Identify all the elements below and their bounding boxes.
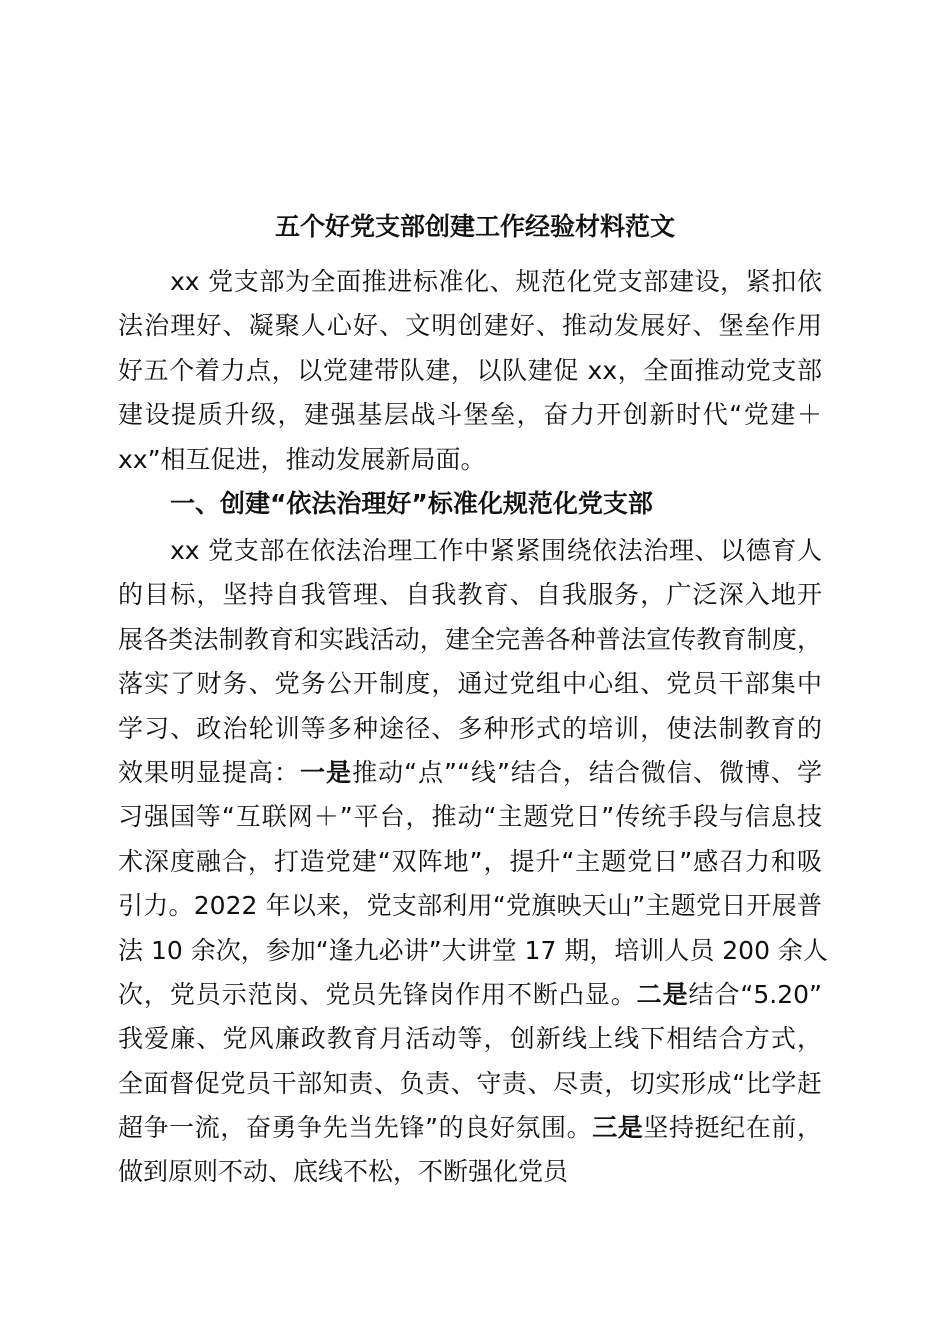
text-segment: 引力。2022 年以来，党支部利用“党旗映天山”主题党日开展普 xyxy=(118,891,822,921)
bold-text: 三是 xyxy=(592,1113,644,1143)
bold-text: 一是 xyxy=(300,757,353,787)
text-segment: 好五个着力点，以党建带队建，以队建促 xx，全面推动党支部 xyxy=(118,355,822,385)
text-segment: 的目标，坚持自我管理、自我教育、自我服务，广泛深入地开 xyxy=(118,580,822,610)
text-segment: 落实了财务、党务公开制度，通过党组中心组、党员干部集中 xyxy=(118,669,822,699)
text-segment: xx 党支部为全面推进标准化、规范化党支部建设，紧扣依 xyxy=(170,267,822,296)
text-segment: 术深度融合，打造党建“双阵地”，提升“主题党日”感召力和吸 xyxy=(118,846,822,876)
text-segment: 超争一流，奋勇争先当先锋”的良好氛围。 xyxy=(118,1113,593,1143)
document-title: 五个好党支部创建工作经验材料范文 xyxy=(274,212,675,241)
text-segment: 建设提质升级，建强基层战斗堡垒，奋力开创新时代“党建＋ xyxy=(118,400,822,430)
text-line xyxy=(118,1106,822,1150)
text-segment: 我爱廉、党风廉政教育月活动等，创新线上线下相结合方式， xyxy=(118,1024,822,1054)
text-segment: 展各类法制教育和实践活动，建全完善各种普法宣传教育制度， xyxy=(118,624,822,654)
text-line xyxy=(118,260,822,304)
paragraph-section-1 xyxy=(118,529,828,1195)
text-line xyxy=(118,438,822,482)
text-line xyxy=(118,393,822,437)
text-line xyxy=(118,973,822,1017)
text-segment: 全面督促党员干部知责、负责、守责、尽责，切实形成“比学赶 xyxy=(118,1068,822,1098)
text-line xyxy=(118,1062,822,1106)
paragraph-intro xyxy=(118,260,822,482)
text-segment: 法治理好、凝聚人心好、文明创建好、推动发展好、堡垒作用 xyxy=(118,311,822,341)
text-line xyxy=(118,1017,822,1061)
text-segment: 结合“5.20” xyxy=(688,979,822,1009)
text-line xyxy=(118,662,822,706)
text-segment: 推动“点”“线”结合，结合微信、微博、学 xyxy=(352,757,822,787)
text-segment: 习强国等“互联网＋”平台，推动“主题党日”传统手段与信息技 xyxy=(118,802,822,832)
text-line xyxy=(118,840,822,884)
text-line xyxy=(118,1150,822,1194)
text-segment: 次，党员示范岗、党员先锋岗作用不断凸显。 xyxy=(118,979,637,1009)
text-line xyxy=(118,751,822,795)
text-line xyxy=(118,929,828,973)
text-segment: 效果明显提高： xyxy=(118,757,301,787)
section-heading-1: 一、创建“依法治理好”标准化规范化党支部 xyxy=(170,489,653,518)
text-segment: xx 党支部在依法治理工作中紧紧围绕依法治理、以德育人 xyxy=(170,536,822,565)
bold-text: 二是 xyxy=(636,979,689,1009)
text-line xyxy=(118,707,822,751)
text-segment: 法 10 余次，参加“逢九必讲”大讲堂 17 期，培训人员 200 余人 xyxy=(118,935,828,965)
text-segment: xx”相互促进，推动发展新局面。 xyxy=(118,444,486,474)
text-line xyxy=(118,573,822,617)
text-segment: 坚持挺纪在前， xyxy=(643,1113,822,1143)
text-line xyxy=(118,884,822,928)
text-line xyxy=(118,618,822,662)
text-line xyxy=(118,795,822,839)
text-line xyxy=(118,304,822,348)
text-segment: 学习、政治轮训等多种途径、多种形式的培训，使法制教育的 xyxy=(118,713,822,743)
text-line xyxy=(118,349,822,393)
text-segment: 做到原则不动、底线不松，不断强化党员 xyxy=(118,1157,569,1187)
text-line xyxy=(118,529,822,573)
